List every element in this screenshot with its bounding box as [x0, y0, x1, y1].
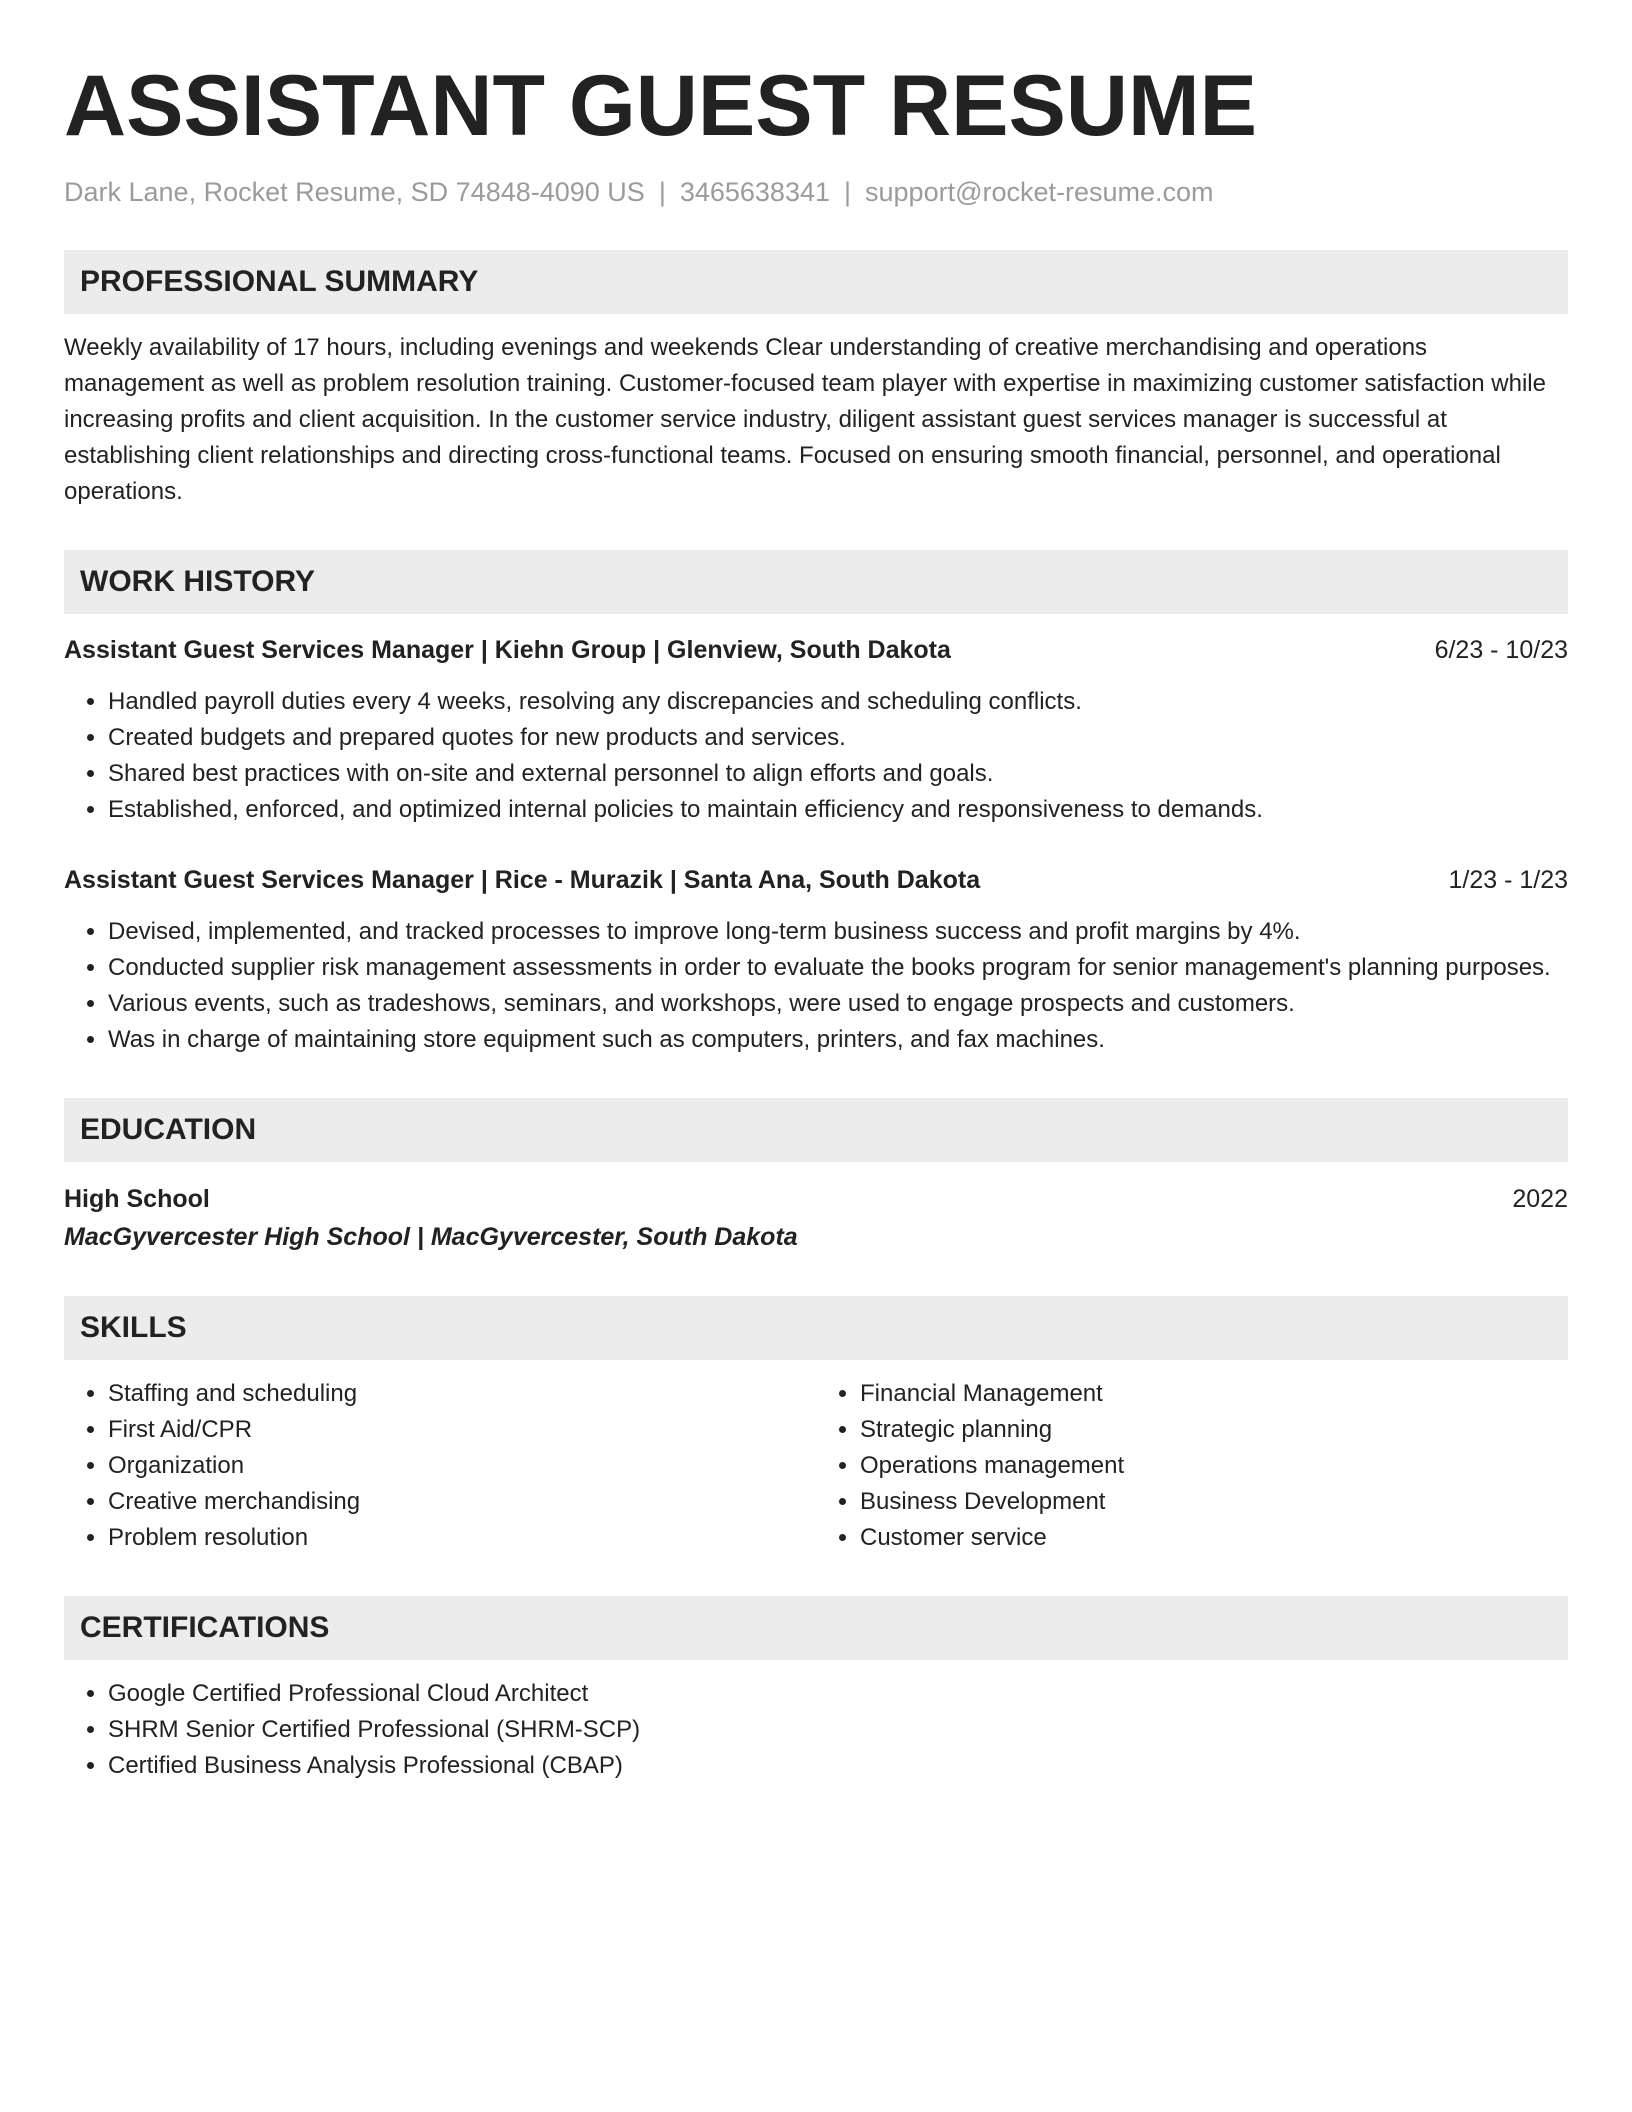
job-entry — [64, 862, 1568, 1058]
job-bullet: • Shared best practices with on-site and external personnel to align efforts and goals. — [108, 756, 1568, 792]
skills-list — [64, 1376, 1568, 1556]
skill-item: • Financial Management — [860, 1376, 1568, 1412]
contact-email: support@rocket-resume.com — [865, 177, 1214, 207]
contact-address: Dark Lane, Rocket Resume, SD 74848-4090 US — [64, 177, 645, 207]
job-bullet: • Created budgets and prepared quotes for new products and services. — [108, 720, 1568, 756]
skill-item: • Problem resolution — [108, 1520, 816, 1556]
job-bullets — [64, 684, 1568, 828]
education-year: 2022 — [1512, 1185, 1568, 1213]
contact-separator: | — [658, 177, 666, 207]
job-bullet: • Was in charge of maintaining store equipment such as computers, printers, and fax machines. — [108, 1022, 1568, 1058]
section-heading-text: SKILLS — [80, 1311, 187, 1344]
certification-item: • Certified Business Analysis Professional (CBAP) — [108, 1748, 1568, 1784]
skill-item: • Business Development — [860, 1484, 1568, 1520]
section-heading-work — [64, 550, 1568, 614]
section-heading-education — [64, 1098, 1568, 1162]
section-heading-text: WORK HISTORY — [80, 565, 316, 598]
skill-item: • Staffing and scheduling — [108, 1376, 816, 1412]
job-bullet: • Various events, such as tradeshows, seminars, and workshops, were used to engage prospects and customers. — [108, 986, 1568, 1022]
job-bullet: • Handled payroll duties every 4 weeks, resolving any discrepancies and scheduling conflicts. — [108, 684, 1568, 720]
job-header — [64, 862, 1568, 898]
skill-item: • Organization — [108, 1448, 816, 1484]
section-heading-text: CERTIFICATIONS — [80, 1611, 330, 1644]
education-degree: High School — [64, 1185, 210, 1213]
certification-item: • SHRM Senior Certified Professional (SHRM-SCP) — [108, 1712, 1568, 1748]
section-heading-summary — [64, 250, 1568, 314]
job-bullets — [64, 914, 1568, 1058]
job-title: Assistant Guest Services Manager | Kiehn Group | Glenview, South Dakota — [64, 636, 951, 664]
skills-column-left — [64, 1376, 816, 1556]
job-bullet: • Established, enforced, and optimized internal policies to maintain efficiency and responsiveness to demands. — [108, 792, 1568, 828]
skill-item: • Customer service — [860, 1520, 1568, 1556]
contact-phone: 3465638341 — [679, 177, 830, 207]
contact-line — [64, 174, 1568, 210]
section-heading-certifications — [64, 1596, 1568, 1660]
education-school: MacGyvercester High School | MacGyvercester, South Dakota — [64, 1223, 798, 1251]
education-header — [64, 1180, 1568, 1218]
section-heading-text: PROFESSIONAL SUMMARY — [80, 265, 479, 298]
job-title: Assistant Guest Services Manager | Rice - Murazik | Santa Ana, South Dakota — [64, 866, 981, 894]
skill-item: • First Aid/CPR — [108, 1412, 816, 1448]
job-dates: 1/23 - 1/23 — [1448, 866, 1568, 894]
summary-text: Weekly availability of 17 hours, including evenings and weekends Clear understanding of creative merchandising and operations management as well as problem resolution training. Customer-focused team player with expertise in maximizing customer satisfaction while increasing profits and client acquisition. In the customer service industry, diligent assistant guest services manager is successful at establishing client relationships and directing cross-functional teams. Focused on ensuring smooth financial, personnel, and operational operations. — [64, 334, 1546, 505]
certification-item: • Google Certified Professional Cloud Architect — [108, 1676, 1568, 1712]
job-bullet: • Devised, implemented, and tracked processes to improve long-term business success and profit margins by 4%. — [108, 914, 1568, 950]
resume-name: ASSISTANT GUEST RESUME — [64, 58, 1257, 154]
job-entry — [64, 632, 1568, 828]
job-dates: 6/23 - 10/23 — [1434, 636, 1568, 664]
skill-item: • Operations management — [860, 1448, 1568, 1484]
section-heading-text: EDUCATION — [80, 1113, 257, 1146]
certifications-list — [64, 1676, 1568, 1784]
job-header — [64, 632, 1568, 668]
job-bullet: • Conducted supplier risk management assessments in order to evaluate the books program for senior management's planning purposes. — [108, 950, 1568, 986]
section-heading-skills — [64, 1296, 1568, 1360]
education-entry — [64, 1180, 1568, 1256]
contact-separator: | — [844, 177, 852, 207]
certifications-section — [64, 1676, 1568, 1784]
skill-item: • Creative merchandising — [108, 1484, 816, 1520]
skills-column-right — [816, 1376, 1568, 1556]
skill-item: • Strategic planning — [860, 1412, 1568, 1448]
